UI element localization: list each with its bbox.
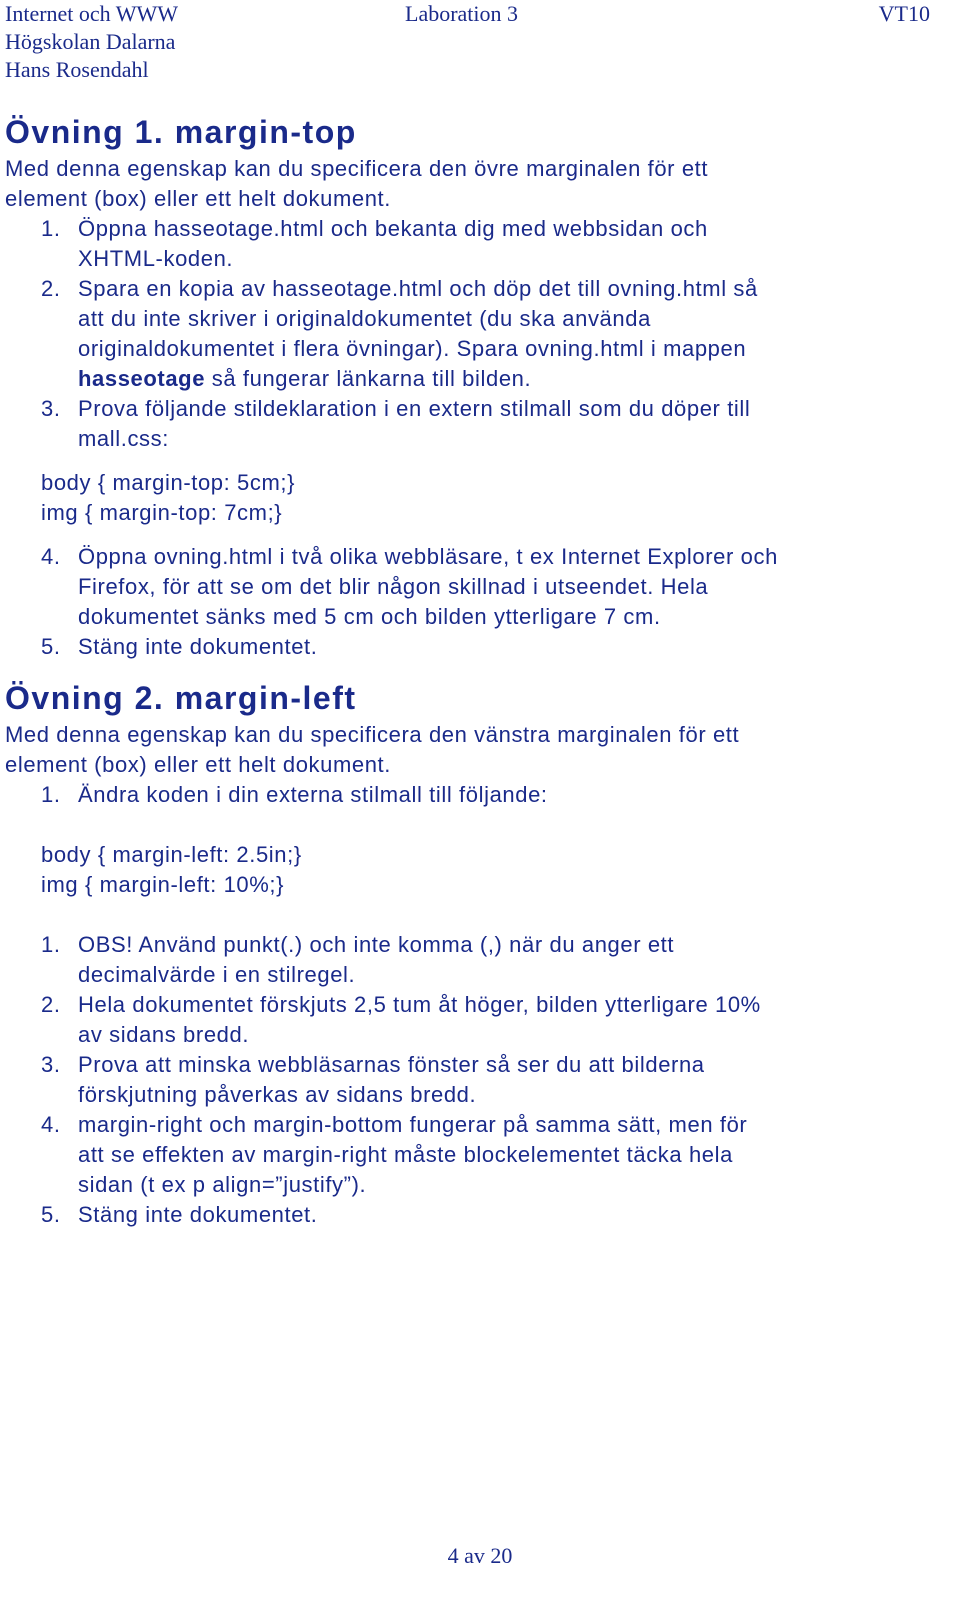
exercise-2-step-1 [5,780,935,810]
spacer [5,454,935,468]
step-number: 2. [41,992,61,1017]
exercise-2-note-1 [5,930,935,990]
step-text: att du inte skriver i originaldokumentet (du ska använda [78,306,651,331]
step-number: 5. [41,634,61,659]
step-text: av sidans bredd. [78,1022,250,1047]
spacer [5,662,935,676]
header-row-3 [5,56,930,84]
step-text: Öppna ovning.html i två olika webbläsare, t ex Internet Explorer och [78,544,778,569]
step-text: decimalvärde i en stilregel. [78,962,356,987]
header-row-2 [5,28,930,56]
exercise-2-note-3 [5,1050,935,1110]
step-number: 3. [41,1052,61,1077]
folder-name: hasseotage [78,366,206,391]
exercise-2-intro-line-2: element (box) eller ett helt dokument. [5,752,391,777]
exercise-1-step-3 [5,394,935,454]
step-number: 4. [41,544,61,569]
step-text: margin-right och margin-bottom fungerar på samma sätt, men för [78,1112,748,1137]
exercise-2-heading: Övning 2. margin-left [5,680,357,716]
step-text-rest: så fungerar länkarna till bilden. [205,366,532,391]
spacer [5,528,935,542]
exercise-1-intro-line-1: Med denna egenskap kan du specificera den övre marginalen för ett [5,156,709,181]
exercise-2-intro-line-1: Med denna egenskap kan du specificera den vänstra marginalen för ett [5,722,740,747]
step-text: mall.css: [78,426,169,451]
step-text: förskjutning påverkas av sidans bredd. [78,1082,477,1107]
header-author: Hans Rosendahl [5,57,149,82]
header-lab: Laboration 3 [405,1,519,26]
step-number: 1. [41,782,61,807]
step-number: 3. [41,396,61,421]
step-text: Prova att minska webbläsarnas fönster så ser du att bilderna [78,1052,705,1077]
step-number: 1. [41,216,61,241]
step-number: 2. [41,276,61,301]
step-text: XHTML-koden. [78,246,234,271]
document-body [5,110,935,1230]
exercise-1-step-1 [5,214,935,274]
step-text: originaldokumentet i flera övningar). Spara ovning.html i mappen [78,336,747,361]
step-text: OBS! Använd punkt(.) och inte komma (,) när du anger ett [78,932,675,957]
css-code-line: body { margin-left: 2.5in;} [41,842,302,867]
css-code-line: img { margin-top: 7cm;} [41,500,283,525]
exercise-1-intro-line-2: element (box) eller ett helt dokument. [5,186,391,211]
header-school: Högskolan Dalarna [5,29,176,54]
header-term: VT10 [878,1,930,26]
spacer [5,810,935,840]
step-text [78,364,935,394]
step-number: 5. [41,1202,61,1227]
css-code-line: body { margin-top: 5cm;} [41,470,296,495]
step-text: sidan (t ex p align=”justify”). [78,1172,367,1197]
step-text: Stäng inte dokumentet. [78,1202,318,1227]
step-text: Öppna hasseotage.html och bekanta dig med webbsidan och [78,216,708,241]
step-text: Hela dokumentet förskjuts 2,5 tum åt höger, bilden ytterligare 10% [78,992,761,1017]
exercise-1-step-4 [5,542,935,632]
exercise-2-note-4 [5,1110,935,1200]
step-text: Firefox, för att se om det blir någon skillnad i utseendet. Hela [78,574,709,599]
header-course: Internet och WWW [5,1,179,26]
step-text: Prova följande stildeklaration i en extern stilmall som du döper till [78,396,751,421]
spacer [5,900,935,930]
step-number: 1. [41,932,61,957]
exercise-2-note-2 [5,990,935,1050]
exercise-1-heading: Övning 1. margin-top [5,114,357,150]
step-text: Ändra koden i din externa stilmall till följande: [78,782,548,807]
page-header [5,0,930,84]
step-text: Spara en kopia av hasseotage.html och döp det till ovning.html så [78,276,758,301]
step-text: dokumentet sänks med 5 cm och bilden ytterligare 7 cm. [78,604,661,629]
header-row-1 [5,0,930,28]
exercise-1-step-5 [5,632,935,662]
step-text: att se effekten av margin-right måste blockelementet täcka hela [78,1142,733,1167]
exercise-1-step-2 [5,274,935,394]
exercise-2-note-5 [5,1200,935,1230]
page-number: 4 av 20 [447,1543,513,1568]
step-text: Stäng inte dokumentet. [78,634,318,659]
css-code-line: img { margin-left: 10%;} [41,872,285,897]
step-number: 4. [41,1112,61,1137]
